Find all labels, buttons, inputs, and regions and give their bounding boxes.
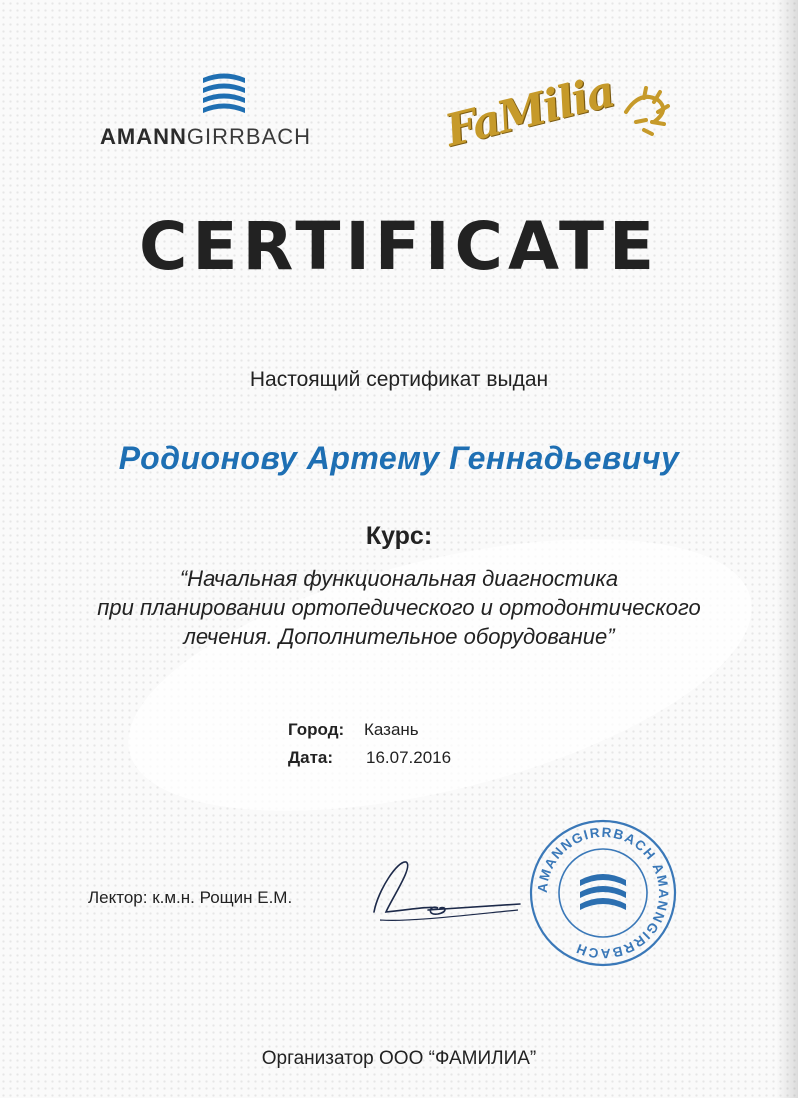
recipient-name: Родионову Артему Геннадьевичу — [118, 440, 680, 476]
familia-logo — [440, 66, 675, 160]
date-label: Дата: — [288, 748, 334, 767]
city-label: Город: — [288, 720, 345, 739]
organizer-line: Организатор ООО “ФАМИЛИА” — [261, 1048, 537, 1069]
course-line: лечения. Дополнительное оборудование” — [183, 624, 615, 649]
lecturer-line: Лектор: к.м.н. Рощин Е.М. — [88, 888, 293, 907]
svg-text:AMANNGIRRBACH AMANNGIRRBACH: AMANNGIRRBACH AMANNGIRRBACH — [534, 824, 672, 962]
course-name — [0, 564, 798, 651]
course-line: при планировании ортопедического и ортодонтического — [97, 595, 701, 620]
handwritten-signature — [368, 850, 528, 930]
course-line: “Начальная функциональная диагностика — [179, 566, 619, 591]
amann-girrbach-logo — [100, 72, 350, 152]
amann-wave-icon — [201, 72, 247, 116]
date-value: 16.07.2016 — [366, 748, 452, 767]
company-seal — [528, 818, 678, 968]
certificate-title: CERTIFICATE — [138, 208, 660, 285]
course-label: Курс: — [365, 522, 433, 550]
city-value: Казань — [364, 720, 419, 739]
issued-to-text: Настоящий сертификат выдан — [249, 368, 549, 391]
familia-wordmark: FaMilia — [440, 66, 619, 157]
amann-wordmark: AMANNGIRRBACH — [100, 124, 312, 149]
